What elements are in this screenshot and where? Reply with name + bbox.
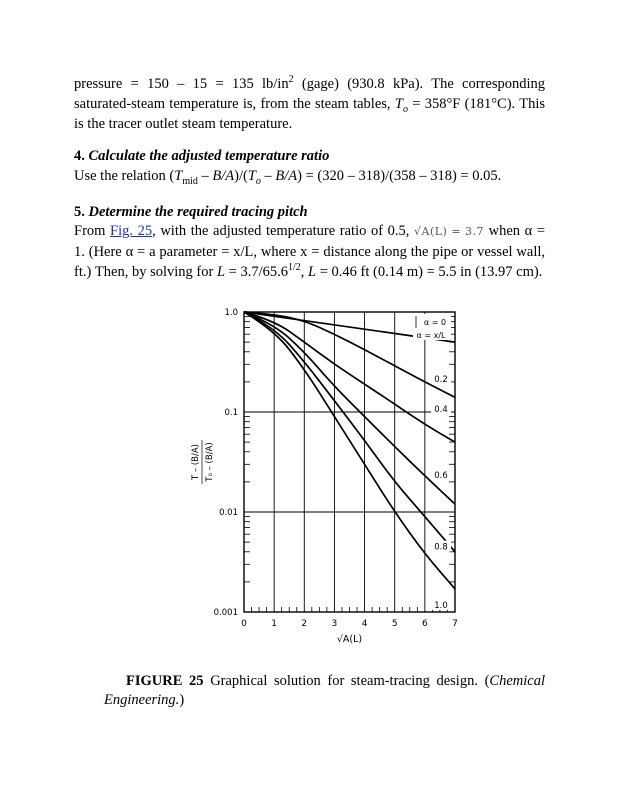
subscript: o — [402, 103, 408, 115]
step-number: 5. — [74, 204, 85, 220]
tracing-design-chart — [180, 300, 470, 650]
text-run: = 1. (Here α = a parameter = x/L, where x = distance along the pipe or vessel — [74, 223, 546, 260]
chart-minor-ticks — [244, 317, 455, 612]
text-run: )/( — [234, 168, 248, 184]
x-tick-label: 2 — [301, 619, 308, 629]
x-tick-label: 4 — [361, 619, 368, 629]
equation-image: √A(L) = 3.7 — [413, 225, 485, 238]
x-tick-label: 3 — [331, 619, 338, 629]
step-title: Determine the required tracing pitch — [88, 204, 308, 220]
y-tick-label: 0.1 — [224, 408, 238, 418]
text-run: – — [197, 168, 213, 184]
symbol: B/A — [275, 168, 298, 184]
x-tick-label: 1 — [271, 619, 278, 629]
step4-heading — [74, 146, 329, 166]
caption-close: ) — [179, 692, 185, 708]
text-run: Use the relation ( — [74, 168, 175, 184]
chart-curves — [244, 312, 455, 589]
symbol: L — [308, 264, 317, 280]
step4-body — [74, 166, 501, 186]
step5-heading — [74, 202, 308, 222]
superscript: 1/2 — [288, 262, 301, 274]
series-curve-5 — [244, 312, 455, 589]
intro-paragraph — [74, 74, 545, 134]
symbol: L — [216, 264, 226, 280]
figure-caption — [104, 672, 545, 710]
text-run: This is the tracer outlet steam temperature. — [74, 96, 546, 132]
series-curve-4 — [244, 312, 455, 552]
subscript: o — [255, 175, 261, 187]
x-tick-label: 6 — [421, 619, 428, 629]
curve-label: 0.4 — [434, 405, 448, 415]
text-run: = 0.46 ft (0.14 m) = 5.5 in — [316, 264, 472, 280]
y-axis-label-denominator: T₀ – (B/A) — [205, 442, 215, 482]
text-run: , with the adjusted temperature ratio of 0.5, — [152, 223, 414, 239]
text-run: (gage) (930.8 kPa). The corresponding — [293, 76, 545, 92]
text-run: wall, ft.) Then, by solving for — [74, 244, 546, 280]
text-run: ) = (320 – 318)/(358 – 318) = 0.05. — [297, 168, 502, 184]
symbol: T — [247, 168, 256, 184]
plot-frame — [244, 312, 455, 612]
chart-grid — [244, 312, 455, 612]
text-run: when α — [484, 223, 533, 239]
text-run: (13.97 cm). — [475, 264, 543, 280]
text-run: = 358°F (181°C). — [407, 96, 516, 112]
series-curve-3 — [244, 312, 455, 504]
text-run: From — [74, 223, 111, 239]
curve-label: 0.2 — [434, 374, 448, 385]
text-run: , — [300, 264, 309, 280]
chart-labels — [191, 308, 458, 645]
y-tick-label: 1.0 — [224, 308, 238, 318]
legend-title: α = 0 — [423, 318, 447, 327]
text-run: pressure = 150 – 15 = 135 lb/in — [74, 76, 289, 92]
caption-label: FIGURE 25 — [126, 673, 204, 689]
curve-label: 1.0 — [434, 600, 448, 611]
step-title: Calculate the adjusted temperature ratio — [88, 148, 330, 164]
text-run: = 3.7/65.6 — [225, 264, 289, 280]
curve-label: 0.6 — [434, 470, 448, 481]
text-run: saturated-steam temperature is, from the steam tables, — [74, 96, 395, 112]
symbol: T — [394, 96, 403, 112]
curve-label: 0.8 — [434, 542, 448, 553]
caption-source: Chemical Engineering. — [104, 673, 545, 708]
caption-text: Graphical solution for steam-tracing design. ( — [203, 673, 490, 689]
legend-definition: α = x/L — [416, 331, 446, 340]
y-axis-label — [191, 440, 215, 484]
superscript: 2 — [288, 74, 294, 86]
subscript: mid — [182, 175, 198, 187]
y-tick-label: 0.001 — [213, 608, 238, 618]
step5-body — [74, 221, 545, 282]
x-tick-label: 5 — [391, 619, 398, 629]
x-tick-label: 0 — [241, 619, 247, 629]
y-axis-label-numerator: T – (B/A) — [191, 444, 201, 480]
x-tick-label: 7 — [452, 619, 458, 629]
y-tick-label: 0.01 — [219, 508, 238, 518]
step-number: 4. — [74, 148, 85, 164]
text-run: – — [260, 168, 276, 184]
symbol: T — [174, 168, 183, 184]
x-axis-label: √A(L) — [336, 634, 363, 645]
figure-link[interactable]: Fig. 25 — [110, 223, 153, 239]
symbol: B/A — [212, 168, 235, 184]
